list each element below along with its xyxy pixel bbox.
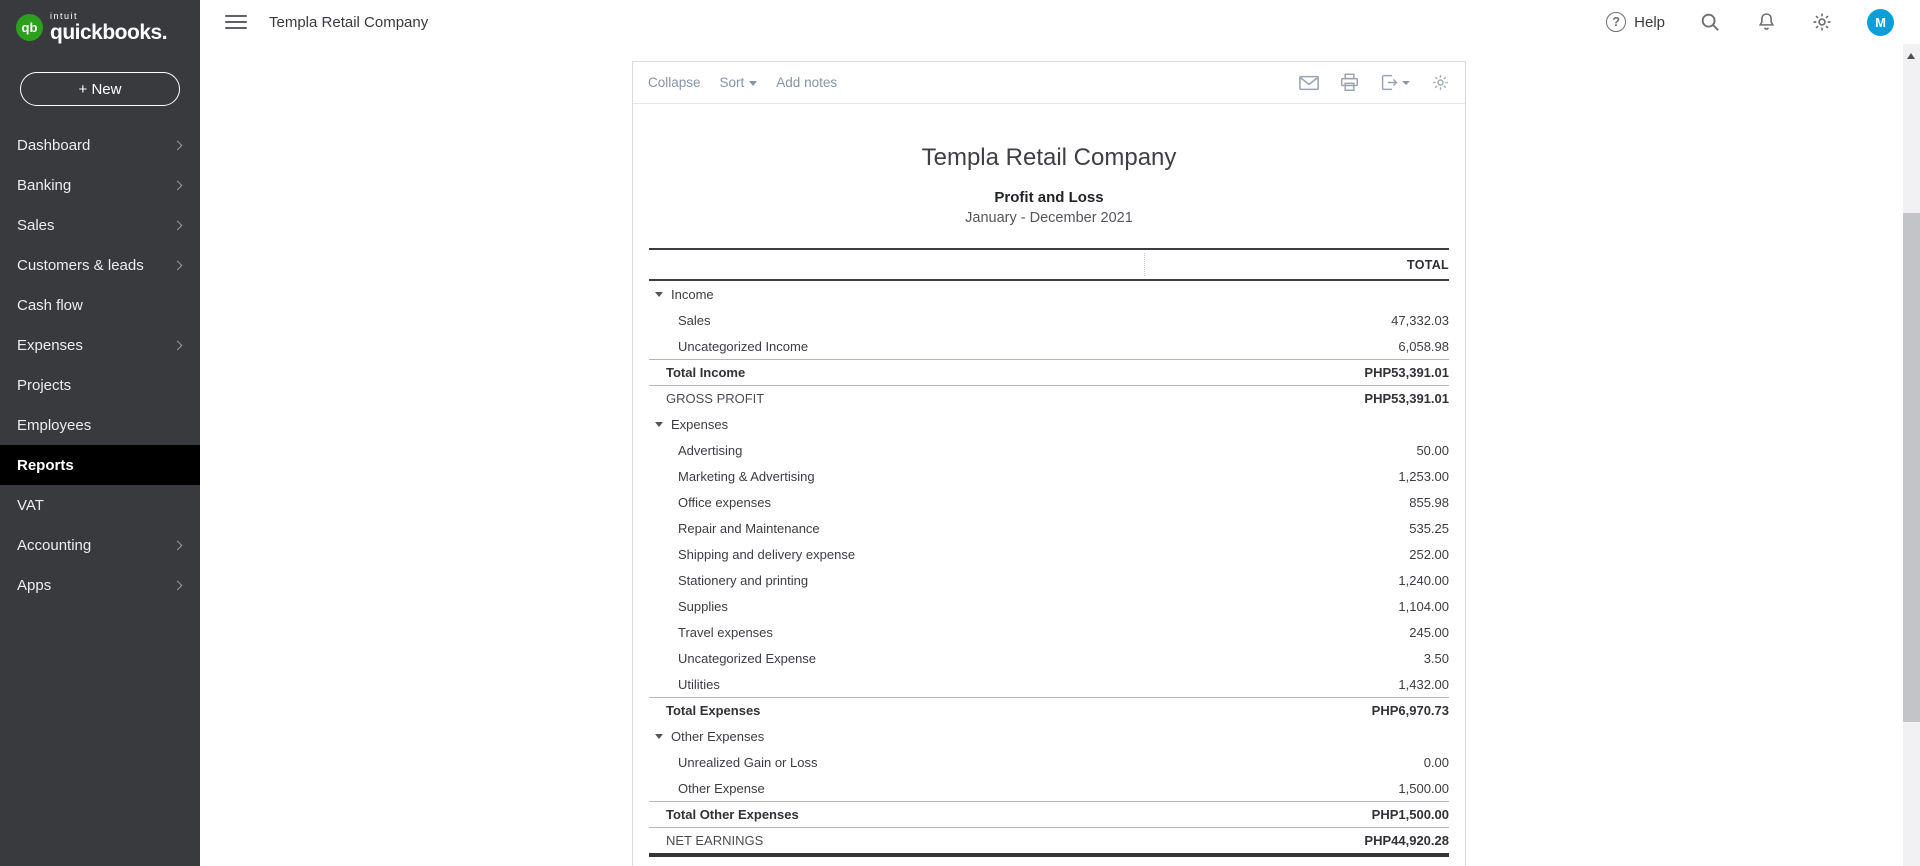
row-label: Repair and Maintenance	[678, 520, 820, 536]
report-row-total-income	[649, 359, 1449, 385]
quickbooks-logo	[0, 0, 200, 46]
row-amount: 1,240.00	[1398, 572, 1449, 588]
row-label-cell	[649, 391, 764, 406]
topbar	[200, 0, 1920, 44]
row-label-cell	[649, 651, 816, 666]
sidebar-item-label: Reports	[17, 456, 74, 474]
notifications-bell-icon[interactable]	[1755, 11, 1777, 33]
row-label-cell	[649, 781, 765, 796]
collapse-triangle-icon[interactable]	[655, 422, 663, 427]
sidebar-item-label: Dashboard	[17, 136, 91, 154]
sidebar-item-accounting[interactable]	[0, 525, 200, 565]
row-amount: 252.00	[1409, 546, 1449, 562]
help-icon: ?	[1606, 12, 1626, 32]
row-label: Utilities	[678, 676, 720, 692]
chevron-right-icon	[173, 541, 183, 551]
topbar-actions	[1606, 9, 1920, 36]
column-divider	[1144, 253, 1145, 276]
sidebar-item-banking[interactable]	[0, 165, 200, 205]
row-label: Total Other Expenses	[666, 807, 799, 822]
report-row-travel-expenses	[649, 619, 1449, 645]
row-amount: 0.00	[1423, 754, 1449, 770]
sidebar-item-label: VAT	[17, 496, 44, 514]
sidebar-item-vat[interactable]	[0, 485, 200, 525]
new-button[interactable]: + New	[20, 72, 180, 106]
sidebar-item-projects[interactable]	[0, 365, 200, 405]
sidebar-item-label: Expenses	[17, 336, 83, 354]
chevron-down-icon	[749, 81, 757, 86]
quickbooks-label: quickbooks.	[50, 21, 168, 44]
chevron-down-icon	[1402, 81, 1410, 85]
row-amount: 1,253.00	[1398, 468, 1449, 484]
row-label-cell	[649, 469, 815, 484]
main-area	[200, 0, 1920, 866]
row-label: Stationery and printing	[678, 572, 809, 588]
row-amount: 50.00	[1416, 442, 1449, 458]
help-button[interactable]	[1606, 12, 1665, 32]
scroll-up-arrow-icon[interactable]	[1907, 53, 1915, 59]
row-label-cell	[649, 703, 760, 718]
collapse-triangle-icon[interactable]	[655, 292, 663, 297]
print-icon[interactable]	[1340, 73, 1359, 92]
collapse-link[interactable]	[648, 75, 701, 90]
export-icon[interactable]	[1380, 73, 1410, 92]
report-header	[633, 144, 1465, 226]
chevron-right-icon	[173, 181, 183, 191]
sidebar-item-label: Apps	[17, 576, 52, 594]
row-amount: PHP1,500.00	[1371, 807, 1449, 822]
collapse-label: Collapse	[648, 75, 701, 90]
chevron-right-icon	[173, 141, 183, 151]
brand-text	[50, 12, 167, 43]
sidebar-item-employees[interactable]	[0, 405, 200, 445]
report-title: Profit and Loss	[994, 189, 1104, 206]
row-amount: 535.25	[1409, 520, 1449, 536]
report-row-advertising	[649, 437, 1449, 463]
total-column-header: TOTAL	[1406, 257, 1449, 272]
report-row-net-earnings	[649, 827, 1449, 853]
intuit-label: intuit	[50, 11, 79, 21]
sidebar-item-apps[interactable]	[0, 565, 200, 605]
report-row-shipping-and-delivery-expense	[649, 541, 1449, 567]
report-row-uncategorized-expense	[649, 645, 1449, 671]
report-row-repair-and-maintenance	[649, 515, 1449, 541]
row-label: Travel expenses	[678, 624, 773, 640]
row-label: Total Expenses	[666, 703, 761, 718]
qb-logo-icon: qb	[16, 14, 43, 41]
row-amount: 1,500.00	[1398, 780, 1449, 796]
row-label: Other Expenses	[671, 728, 765, 744]
row-label: Office expenses	[678, 494, 771, 510]
chevron-right-icon	[173, 261, 183, 271]
chevron-right-icon	[173, 221, 183, 231]
row-amount: PHP44,920.28	[1364, 833, 1449, 848]
row-amount: 245.00	[1409, 624, 1449, 640]
report-row-utilities	[649, 671, 1449, 697]
sidebar-item-dashboard[interactable]	[0, 125, 200, 165]
sidebar-item-sales[interactable]	[0, 205, 200, 245]
report-period: January - December 2021	[965, 210, 1133, 226]
vertical-scrollbar[interactable]	[1903, 44, 1920, 866]
user-avatar[interactable]: M	[1867, 9, 1894, 36]
row-amount: 1,104.00	[1398, 598, 1449, 614]
sidebar-item-label: Sales	[17, 216, 55, 234]
table-header	[649, 248, 1449, 281]
report-toolbar	[633, 62, 1465, 104]
add-notes-label: Add notes	[776, 75, 838, 90]
row-label-cell	[649, 521, 820, 536]
report-row-total-expenses	[649, 697, 1449, 723]
row-label: Uncategorized Expense	[678, 650, 817, 666]
row-label: Marketing & Advertising	[678, 468, 815, 484]
report-row-income[interactable]	[649, 281, 1449, 307]
chevron-right-icon	[173, 581, 183, 591]
row-amount: 3.50	[1423, 650, 1449, 666]
settings-gear-icon[interactable]	[1811, 11, 1833, 33]
row-label-cell	[649, 313, 711, 328]
email-icon[interactable]	[1299, 75, 1319, 91]
row-label: Shipping and delivery expense	[678, 546, 856, 562]
profit-loss-table	[649, 248, 1449, 857]
row-amount: 6,058.98	[1398, 338, 1449, 354]
row-label: Expenses	[671, 416, 729, 432]
row-label-cell	[649, 599, 728, 614]
row-label: Supplies	[678, 598, 728, 614]
row-label-cell	[649, 417, 728, 432]
report-row-sales	[649, 307, 1449, 333]
report-row-marketing-advertising	[649, 463, 1449, 489]
sidebar-item-label: Accounting	[17, 536, 92, 554]
report-settings-gear-icon[interactable]	[1431, 73, 1450, 92]
chevron-right-icon	[173, 341, 183, 351]
row-label: Unrealized Gain or Loss	[678, 754, 818, 770]
row-label-cell	[649, 833, 763, 848]
table-bottom-double-rule	[649, 853, 1449, 857]
report-row-stationery-and-printing	[649, 567, 1449, 593]
row-label-cell	[649, 443, 742, 458]
report-row-total-other-expenses	[649, 801, 1449, 827]
report-card	[632, 61, 1466, 866]
row-label-cell	[649, 755, 817, 770]
search-icon[interactable]	[1699, 11, 1721, 33]
hamburger-menu-icon[interactable]	[225, 11, 247, 33]
sidebar-item-label: Projects	[17, 376, 72, 394]
row-label-cell	[649, 625, 773, 640]
row-label: Sales	[678, 312, 711, 328]
sidebar-item-label: Customers & leads	[17, 256, 144, 274]
row-label: Other Expense	[678, 780, 765, 796]
row-amount: 855.98	[1409, 494, 1449, 510]
report-row-unrealized-gain-or-loss	[649, 749, 1449, 775]
row-amount: PHP53,391.01	[1364, 391, 1449, 406]
report-row-supplies	[649, 593, 1449, 619]
company-name: Templa Retail Company	[269, 13, 429, 31]
row-label-cell	[649, 807, 799, 822]
row-label-cell	[649, 287, 714, 302]
row-label-cell	[649, 339, 808, 354]
row-label: Advertising	[678, 442, 743, 458]
row-amount: 47,332.03	[1391, 312, 1449, 328]
sidebar-item-customers-leads[interactable]	[0, 245, 200, 285]
row-label-cell	[649, 547, 855, 562]
row-label-cell	[649, 495, 771, 510]
row-label: GROSS PROFIT	[666, 391, 765, 406]
sort-dropdown[interactable]	[720, 75, 758, 90]
sidebar-item-label: Banking	[17, 176, 72, 194]
sidebar-item-label: Cash flow	[17, 296, 83, 314]
sidebar-item-cash-flow[interactable]	[0, 285, 200, 325]
row-amount: PHP6,970.73	[1371, 703, 1449, 718]
sidebar-item-label: Employees	[17, 416, 92, 434]
row-label: Uncategorized Income	[678, 338, 809, 354]
sidebar	[0, 0, 200, 866]
report-row-other-expense	[649, 775, 1449, 801]
report-row-other-expenses[interactable]	[649, 723, 1449, 749]
report-row-expenses[interactable]	[649, 411, 1449, 437]
row-label-cell	[649, 573, 808, 588]
report-toolbar-icons	[1299, 73, 1450, 92]
report-row-gross-profit	[649, 385, 1449, 411]
sidebar-item-expenses[interactable]	[0, 325, 200, 365]
scrollbar-thumb[interactable]	[1903, 213, 1920, 722]
row-amount: PHP53,391.01	[1364, 365, 1449, 380]
report-row-office-expenses	[649, 489, 1449, 515]
row-label: NET EARNINGS	[666, 833, 764, 848]
row-amount: 1,432.00	[1398, 676, 1449, 692]
row-label-cell	[649, 729, 764, 744]
collapse-triangle-icon[interactable]	[655, 734, 663, 739]
row-label: Income	[671, 286, 714, 302]
row-label: Total Income	[666, 365, 746, 380]
row-label-cell	[649, 677, 720, 692]
report-table-rows	[649, 281, 1449, 853]
add-notes-link[interactable]	[776, 75, 837, 90]
help-label: Help	[1634, 13, 1665, 31]
report-company-name: Templa Retail Company	[921, 144, 1177, 171]
sidebar-item-reports[interactable]	[0, 445, 200, 485]
sidebar-nav	[0, 125, 200, 605]
report-row-uncategorized-income	[649, 333, 1449, 359]
row-label-cell	[649, 365, 745, 380]
sort-label: Sort	[719, 75, 745, 90]
